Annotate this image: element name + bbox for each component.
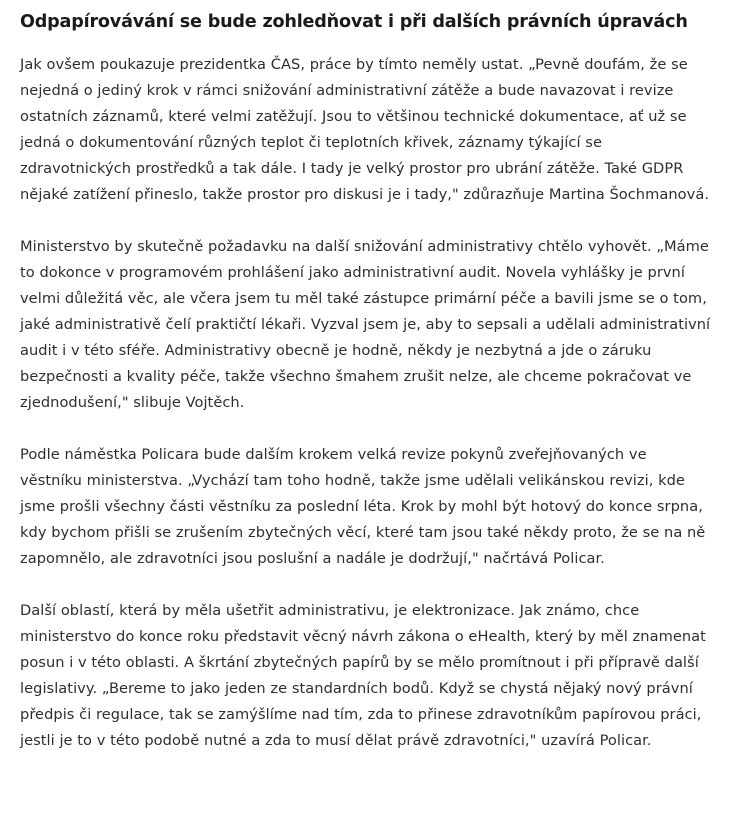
paragraph-1: Jak ovšem poukazuje prezidentka ČAS, práce by tímto neměly ustat. „Pevně doufám, že se nejedná o jediný krok v rámci snižování administrativní zátěže a bude navazovat i revize ostatních záznamů, které velmi zatěžují. Jsou to většinou technické dokumentace, ať už se jedná o dokumentování různých teplot či teplotních křivek, záznamy týkající se zdravotnických prostředků a tak dále. I tady je velký prostor pro ubrání zátěže. Také GDPR nějaké zatížení přineslo, takže prostor pro diskusi je i tady," zdůrazňuje Martina Šochmanová.	[20, 56, 710, 203]
paragraph-3: Podle náměstka Policara bude dalším krokem velká revize pokynů zveřejňovaných ve věstníku ministerstva. „Vychází tam toho hodně, takže jsme udělali velikánskou revizi, kde jsme prošli všechny části věstníku za poslední léta. Krok by mohl být hotový do konce srpna, kdy bychom přišli se zrušením zbytečných věcí, které tam jsou také někdy proto, že se na ně zapomnělo, ale zdravotníci jsou poslušní a nadále je dodržují," načrtává Policar.	[20, 446, 706, 567]
paragraph-4: Další oblastí, která by měla ušetřit administrativu, je elektronizace. Jak známo, chce ministerstvo do konce roku představit věcný návrh zákona o eHealth, který by měl znamenat posun i v této oblasti. A škrtání zbytečných papírů by se mělo promítnout i při přípravě další legislativy. „Bereme to jako jeden ze standardních bodů. Když se chystá nějaký nový právní předpis či regulace, tak se zamýšlíme nad tím, zda to přinese zdravotníkům papírovou práci, jestli je to v této podobě nutné a zda to musí dělat právě zdravotníci," uzavírá Policar.	[20, 602, 706, 749]
section-heading: Odpapírovávání se bude zohledňovat i při dalších právních úpravách	[20, 12, 688, 32]
paragraph-2: Ministerstvo by skutečně požadavku na další snižování administrativy chtělo vyhovět. „Máme to dokonce v programovém prohlášení jako administrativní audit. Novela vyhlášky je první velmi důležitá věc, ale včera jsem tu měl také zástupce primární péče a bavili jsme se o tom, jaké administrativě čelí praktičtí lékaři. Vyzval jsem je, aby to sepsali a udělali administrativní audit i v této sféře. Administrativy obecně je hodně, někdy je nezbytná a jde o záruku bezpečnosti a kvality péče, takže všechno šmahem zrušit nelze, ale chceme pokračovat ve zjednodušení," slibuje Vojtěch.	[20, 238, 711, 411]
